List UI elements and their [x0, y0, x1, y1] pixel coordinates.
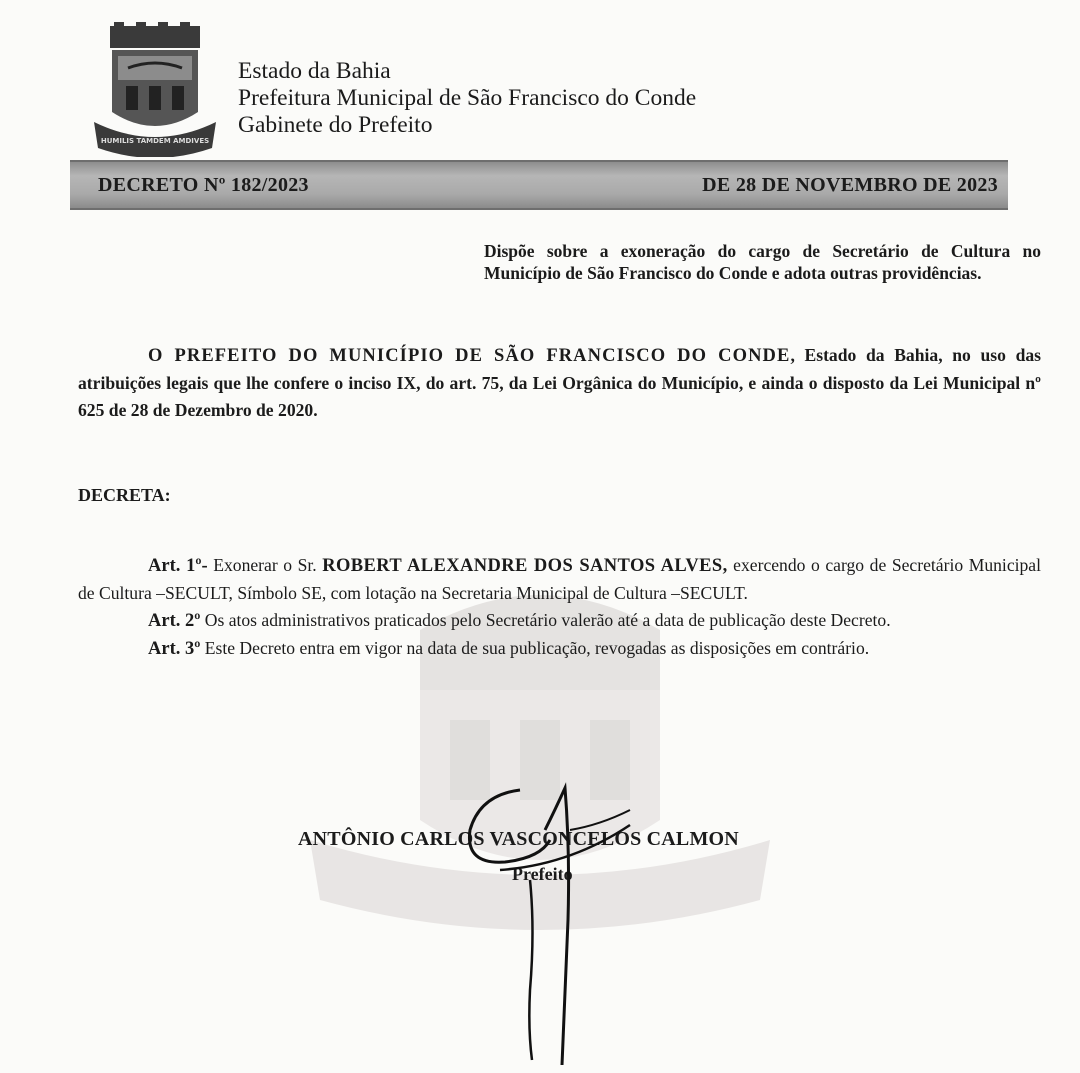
person-name: ROBERT ALEXANDRE DOS SANTOS ALVES, [322, 556, 728, 576]
article-2 [78, 607, 1041, 635]
article-label: Art. 1º- [148, 556, 208, 576]
articles [78, 552, 1041, 663]
preamble [78, 342, 1041, 424]
article-label: Art. 3º [148, 639, 201, 659]
decree-date: DE 28 DE NOVEMBRO DE 2023 [702, 174, 998, 196]
municipality-name: Prefeitura Municipal de São Francisco do Conde [238, 85, 697, 111]
decree-title-bar [70, 160, 1008, 210]
article-text: Exonerar o Sr. [207, 555, 323, 575]
article-1 [78, 552, 1041, 607]
svg-text:HUMILIS TAMDEM AMDIVES: HUMILIS TAMDEM AMDIVES [100, 137, 210, 145]
preamble-text: , Estado da Bahia, no uso das atribuições legais que lhe confere o inciso IX, do art. 75, da Lei Orgânica do Município, e ainda o disposto da Lei Municipal nº 625 de 28 de Dezembro de 2020. [78, 345, 1041, 420]
preamble-authority: O PREFEITO DO MUNICÍPIO DE SÃO FRANCISCO DO CONDE [148, 346, 791, 366]
signatory-name: ANTÔNIO CARLOS VASCONCELOS CALMON [298, 828, 739, 850]
article-label: Art. 2º [148, 611, 201, 631]
article-text: Este Decreto entra em vigor na data de sua publicação, revogadas as disposições em contrário. [200, 638, 870, 658]
article-text: exercendo o cargo de Secretário Municipal de Cultura –SECULT, Símbolo SE, com lotação na Secretaria Municipal de Cultura –SECULT. [78, 555, 1042, 603]
office-name: Gabinete do Prefeito [238, 112, 433, 138]
signatory-role: Prefeito [512, 864, 573, 884]
state-name: Estado da Bahia [238, 58, 391, 84]
municipal-coat-of-arms-icon [88, 22, 223, 157]
decreta-heading: DECRETA: [78, 485, 171, 505]
handwritten-signature-icon [430, 770, 670, 1070]
letterhead [238, 58, 696, 139]
decree-number: DECRETO Nº 182/2023 [98, 174, 309, 196]
article-3 [78, 635, 1041, 663]
article-text: Os atos administrativos praticados pelo Secretário valerão até a data de publicação deste Decreto. [200, 610, 891, 630]
decree-summary: Dispõe sobre a exoneração do cargo de Secretário de Cultura no Município de São Francisco do Conde e adota outras providências. [484, 241, 1041, 283]
